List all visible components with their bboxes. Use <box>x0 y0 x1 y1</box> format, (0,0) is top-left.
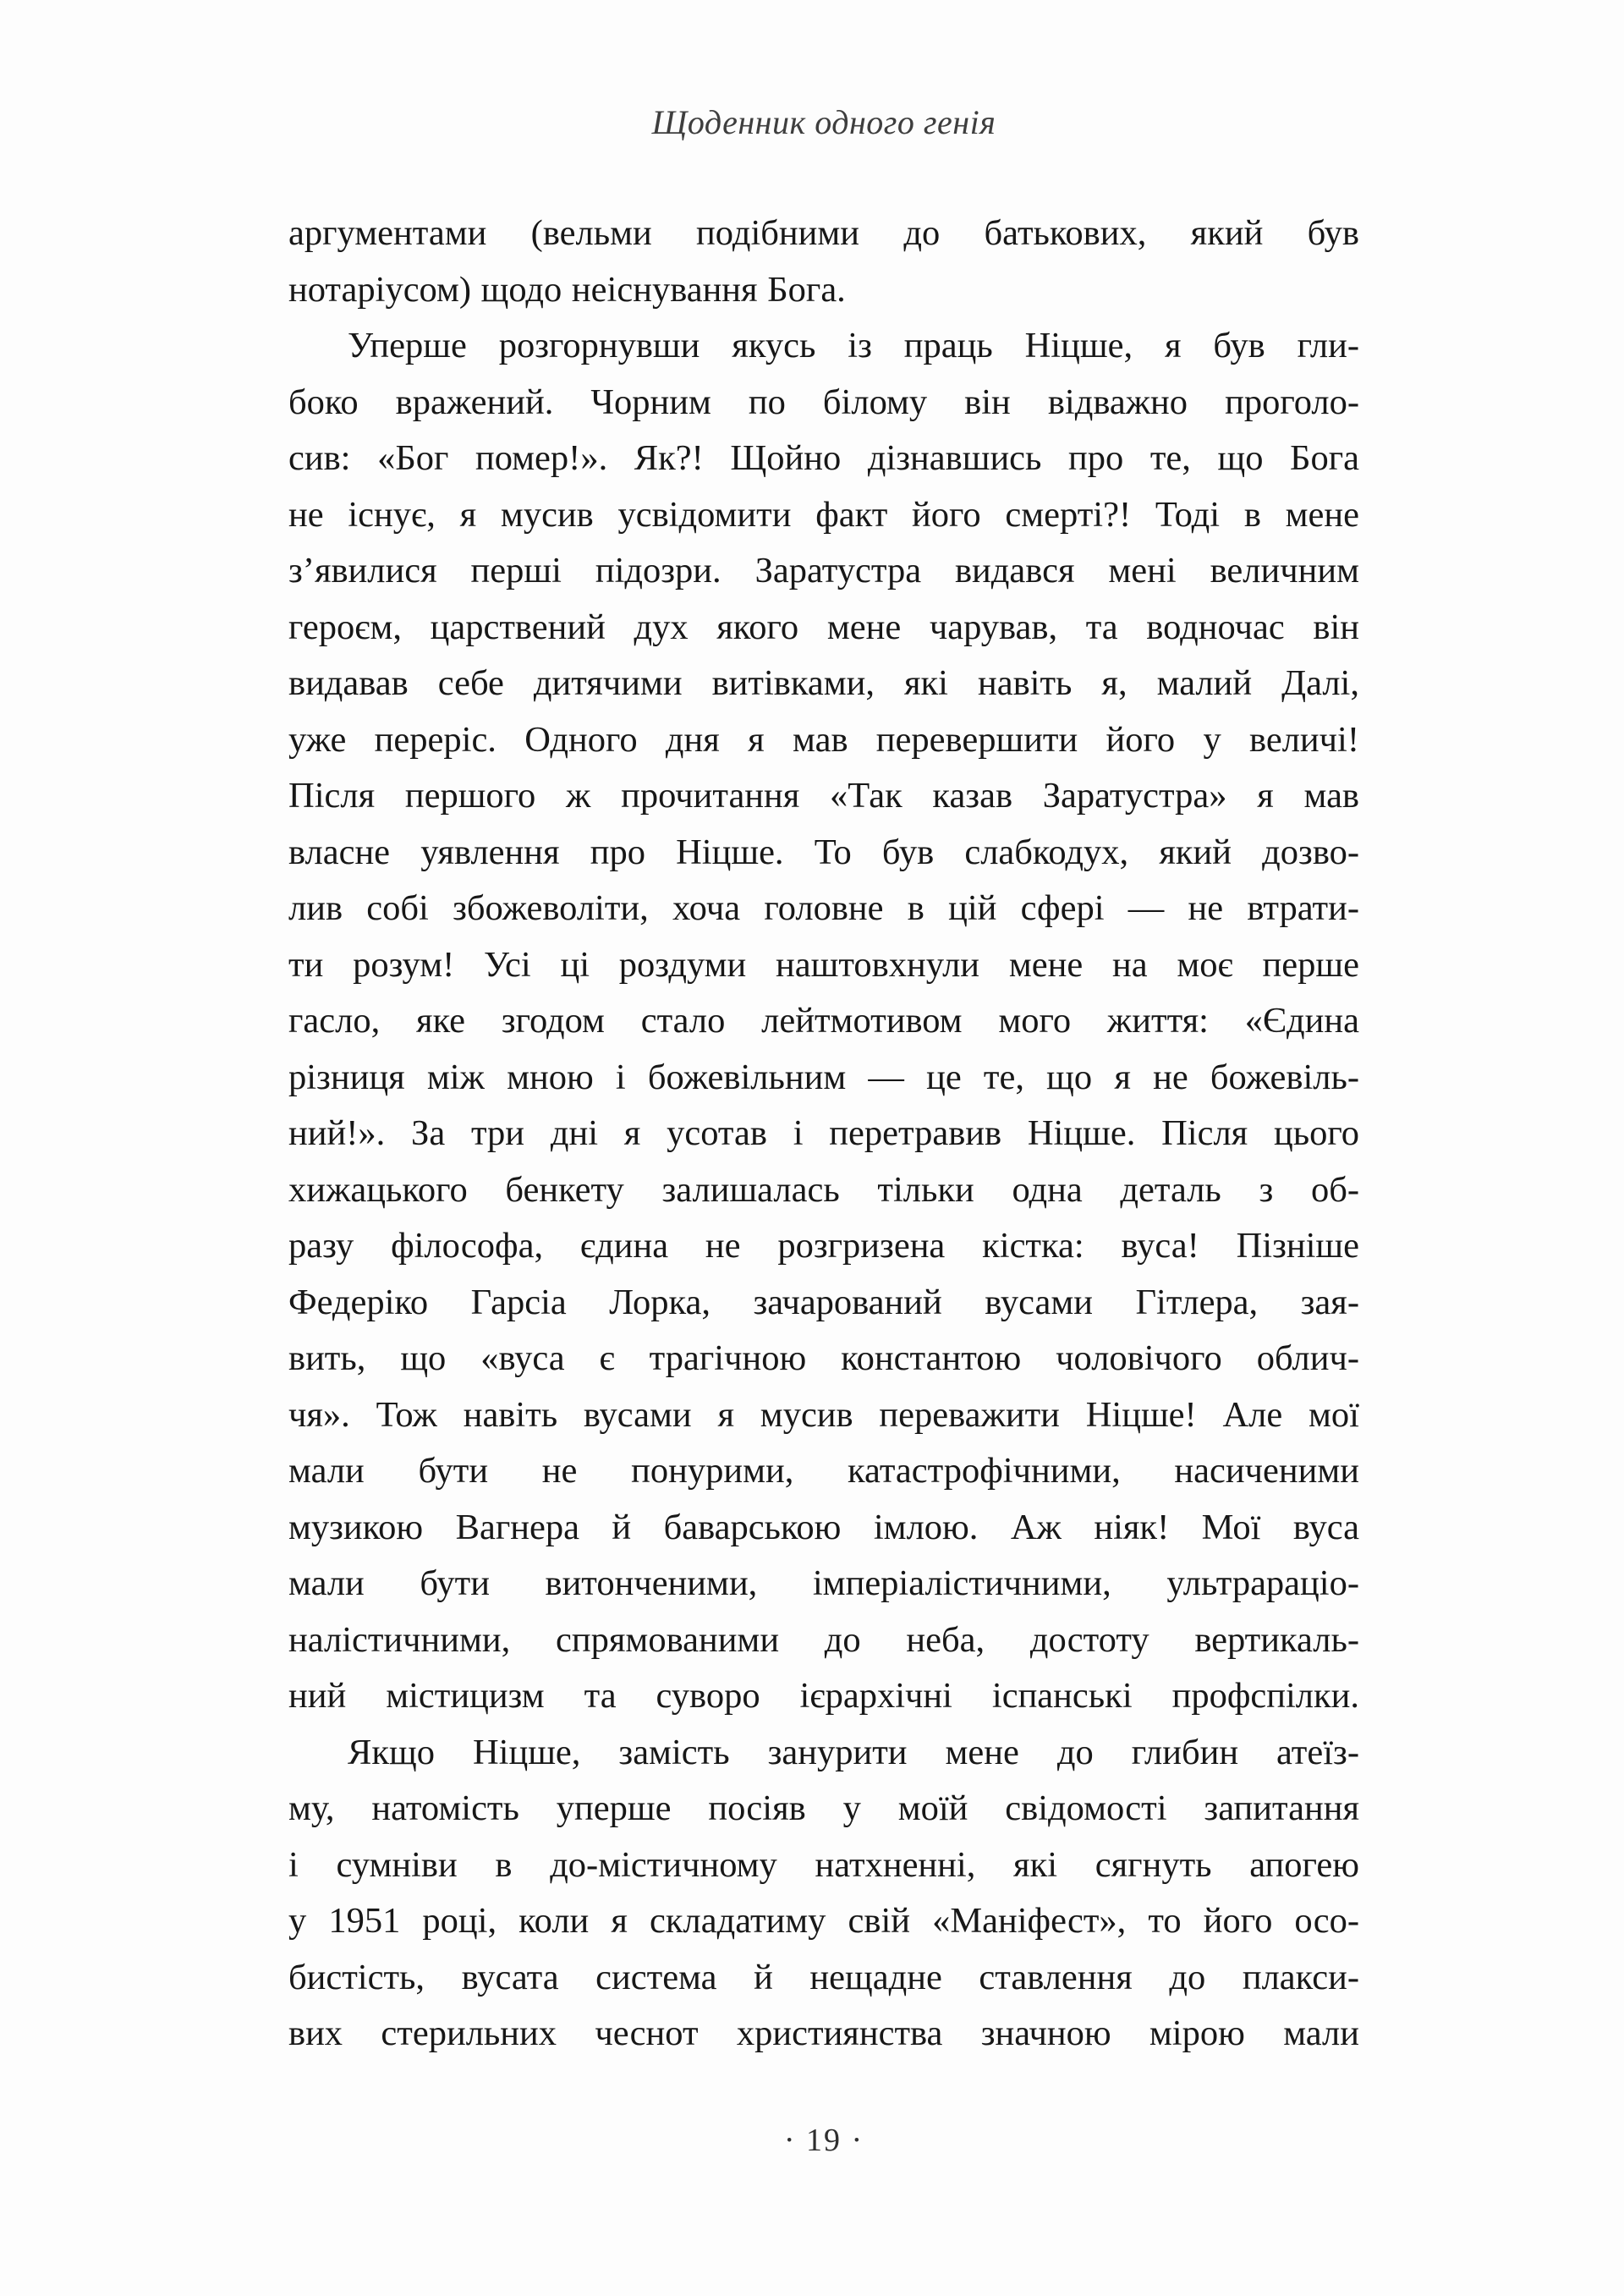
text-line: видавав себе дитячими витівками, які навіть я, малий Далі, <box>288 663 1359 703</box>
text-line: мали бути не понурими, катастрофічними, насиченими <box>288 1451 1359 1491</box>
text-line: ти розум! Усі ці роздуми наштовхнули мене на моє перше <box>288 944 1359 985</box>
text-line: Уперше розгорнувши якусь із праць Ніцше, я був гли- <box>348 326 1359 365</box>
text-line: мали бути витонченими, імперіалістичними, ультрараціо- <box>288 1563 1359 1603</box>
text-line: не існує, я мусив усвідомити факт його смерті?! Тоді в мене <box>288 494 1359 535</box>
running-head: Щоденник одного генія <box>651 103 996 141</box>
text-line: аргументами (вельми подібними до батькових, який був <box>288 213 1359 253</box>
text-line: боко вражений. Чорним по білому він відважно проголо- <box>288 382 1359 422</box>
text-line: ний містицизм та суворо ієрархічні іспанські профспілки. <box>288 1676 1359 1716</box>
text-line: гасло, яке згодом стало лейтмотивом мого життя: «Єдина <box>288 1001 1359 1041</box>
text-line: налістичними, спрямованими до неба, достоту вертикаль- <box>288 1619 1359 1660</box>
text-line: лив собі збожеволіти, хоча головне в цій сфері — не втрати- <box>288 888 1359 928</box>
text-line: вить, що «вуса є трагічною константою чоловічого облич- <box>288 1338 1359 1378</box>
text-line: ний!». За три дні я усотав і перетравив Ніцше. Після цього <box>288 1113 1359 1153</box>
text-line: бистість, вусата система й нещадне ставлення до плакси- <box>288 1957 1359 1997</box>
body-text-block <box>288 206 1359 2063</box>
text-line: і сумніви в до-містичному натхненні, які сягнуть апогею <box>288 1844 1359 1885</box>
text-line: у 1951 році, коли я складатиму свій «Маніфест», то його осо- <box>288 1901 1359 1941</box>
text-line: нотаріусом) щодо неіснування Бога. <box>288 269 846 310</box>
page-number: · 19 · <box>783 2123 864 2158</box>
text-line: Якщо Ніцше, замість занурити мене до глибин атеїз- <box>348 1732 1359 1772</box>
text-line: з’явилися перші підозри. Заратустра видався мені величним <box>288 551 1359 590</box>
text-line: разу філософа, єдина не розгризена кістка: вуса! Пізніше <box>288 1226 1359 1266</box>
text-line: хижацького бенкету залишалась тільки одна деталь з об- <box>288 1169 1359 1210</box>
text-line: власне уявлення про Ніцше. То був слабкодух, який дозво- <box>288 832 1359 872</box>
text-line: му, натомість уперше посіяв у моїй свідомості запитання <box>288 1788 1359 1828</box>
text-line: музикою Вагнера й баварською імлою. Аж ніяк! Мої вуса <box>288 1507 1359 1547</box>
text-line: Після першого ж прочитання «Так казав Заратустра» я мав <box>288 776 1359 816</box>
text-line: уже переріс. Одного дня я мав перевершити його у величі! <box>288 719 1359 760</box>
text-line: героєм, царствений дух якого мене чарував, та водночас він <box>288 607 1359 647</box>
text-line: вих стерильних чеснот християнства значною мірою мали <box>288 2013 1359 2053</box>
text-line: різниця між мною і божевільним — це те, що я не божевіль- <box>288 1057 1359 1097</box>
text-line: чя». Тож навіть вусами я мусив переважити Ніцше! Але мої <box>288 1394 1359 1435</box>
text-line: сив: «Бог помер!». Як?! Щойно дізнавшись про те, що Бога <box>288 438 1359 478</box>
text-line: Федеріко Гарсіа Лорка, зачарований вусами Гітлера, зая- <box>288 1282 1359 1322</box>
